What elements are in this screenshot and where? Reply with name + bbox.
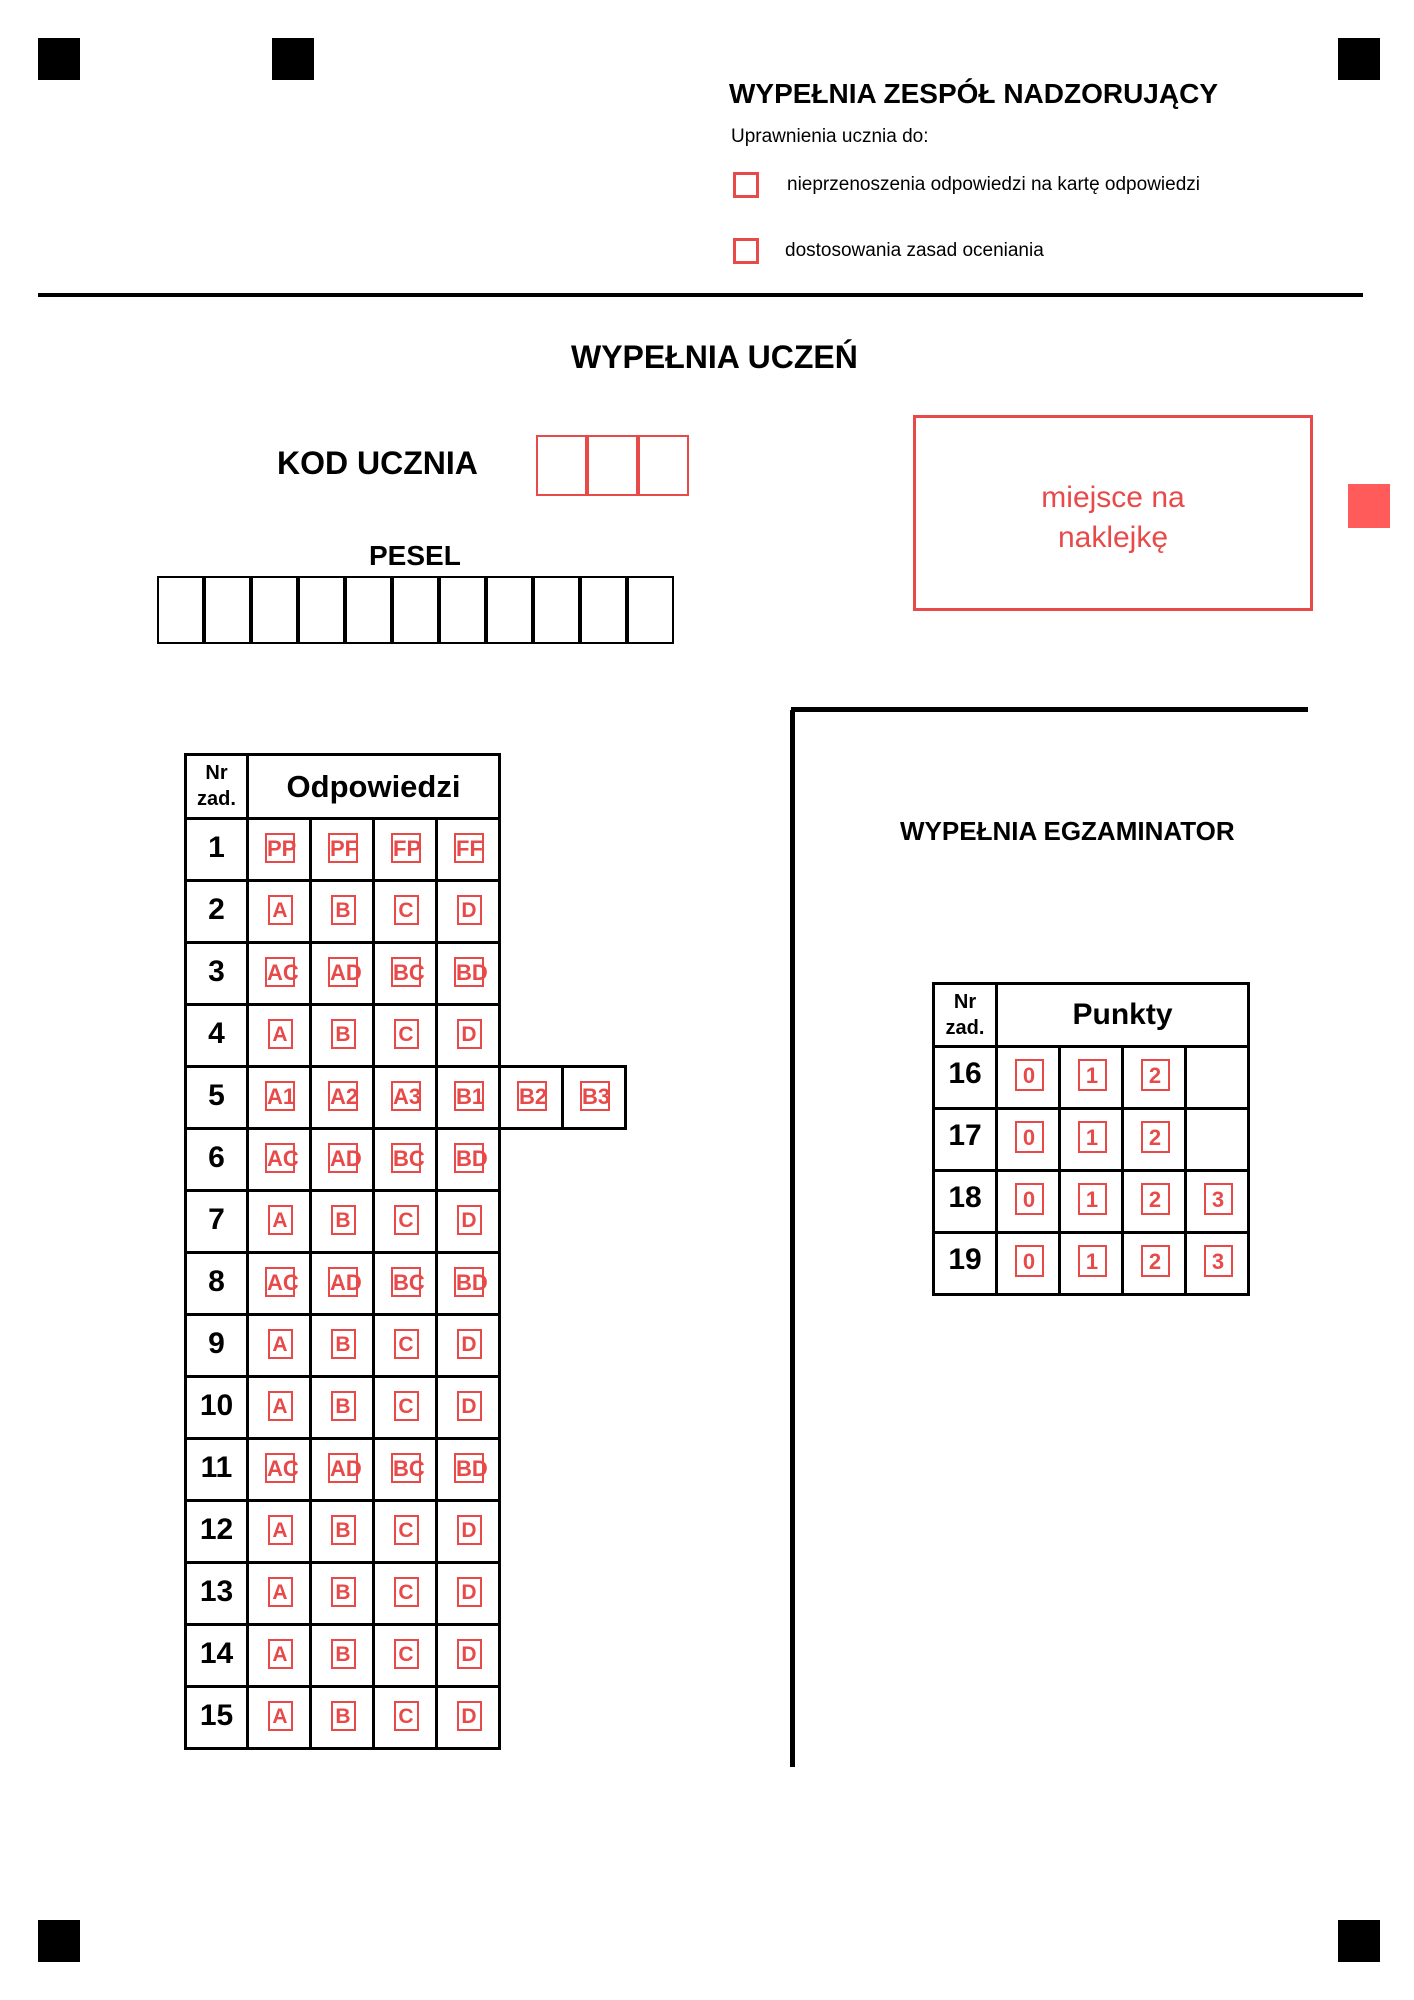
- answer-option-a[interactable]: A: [268, 1639, 293, 1669]
- answer-option-bc[interactable]: BC: [391, 1453, 421, 1483]
- points-row-number: 19: [948, 1243, 982, 1276]
- answer-row-number: 3: [208, 955, 225, 988]
- answer-option-fp[interactable]: FP: [391, 833, 421, 863]
- answer-row-number: 1: [208, 831, 225, 864]
- answer-option-bd[interactable]: BD: [454, 1267, 484, 1297]
- kod-ucznia-box[interactable]: [536, 435, 587, 496]
- registration-marker-bottom-right: [1338, 1920, 1380, 1962]
- points-option-1[interactable]: 1: [1078, 1183, 1107, 1215]
- points-option-1[interactable]: 1: [1078, 1245, 1107, 1277]
- pesel-digit-box[interactable]: [298, 576, 345, 644]
- answer-option-a1[interactable]: A1: [265, 1081, 295, 1111]
- answer-option-c[interactable]: C: [394, 1577, 419, 1607]
- answer-option-a[interactable]: A: [268, 1391, 293, 1421]
- answer-option-b[interactable]: B: [331, 1205, 356, 1235]
- answer-row-number: 7: [208, 1203, 225, 1236]
- examiner-title: WYPEŁNIA EGZAMINATOR: [900, 816, 1235, 846]
- sticker-text-line1: miejsce na: [1041, 481, 1185, 514]
- answer-row-nr: [184, 1065, 249, 1130]
- answers-header-nr-line2: zad.: [197, 788, 236, 810]
- answer-option-b[interactable]: B: [331, 1019, 356, 1049]
- answer-option-ad[interactable]: AD: [328, 1453, 358, 1483]
- points-row-number: 16: [948, 1057, 982, 1090]
- answer-option-d[interactable]: D: [457, 1577, 482, 1607]
- answer-option-a3[interactable]: A3: [391, 1081, 421, 1111]
- registration-marker-top-mid: [272, 38, 314, 80]
- checkbox-no-transfer[interactable]: [733, 172, 759, 198]
- answer-row-number: 14: [199, 1637, 234, 1670]
- answer-option-d[interactable]: D: [457, 1205, 482, 1235]
- points-option-2[interactable]: 2: [1141, 1059, 1170, 1091]
- answer-row-nr: [184, 1127, 249, 1192]
- points-option-2[interactable]: 2: [1141, 1121, 1170, 1153]
- answer-row-nr: [184, 1375, 249, 1440]
- answer-option-ad[interactable]: AD: [328, 957, 358, 987]
- answer-option-d[interactable]: D: [457, 1639, 482, 1669]
- points-row-nr: [932, 1231, 998, 1296]
- answer-option-b[interactable]: B: [331, 1329, 356, 1359]
- answer-option-c[interactable]: C: [394, 1515, 419, 1545]
- answer-option-ad[interactable]: AD: [328, 1143, 358, 1173]
- answer-row-number: 2: [208, 893, 225, 926]
- student-title: WYPEŁNIA UCZEŃ: [571, 339, 858, 375]
- pesel-digit-box[interactable]: [627, 576, 674, 644]
- answer-option-b[interactable]: B: [331, 1701, 356, 1731]
- answer-option-b1[interactable]: B1: [454, 1081, 484, 1111]
- answer-row-nr: [184, 1251, 249, 1316]
- points-option-2[interactable]: 2: [1141, 1183, 1170, 1215]
- answer-row-nr: [184, 1003, 249, 1068]
- answer-row-nr: [184, 1499, 249, 1564]
- answer-option-bc[interactable]: BC: [391, 1267, 421, 1297]
- points-cell: [1184, 1045, 1250, 1110]
- answer-option-a[interactable]: A: [268, 1515, 293, 1545]
- answer-option-d[interactable]: D: [457, 895, 482, 925]
- answer-option-d[interactable]: D: [457, 1329, 482, 1359]
- points-row-nr: [932, 1169, 998, 1234]
- answer-row-nr: [184, 1623, 249, 1688]
- points-row-number: 18: [948, 1181, 982, 1214]
- answers-header-title-text: Odpowiedzi: [286, 769, 461, 804]
- points-header-nr: [932, 982, 998, 1048]
- answer-option-d[interactable]: D: [457, 1019, 482, 1049]
- answer-option-b2[interactable]: B2: [517, 1081, 547, 1111]
- answer-option-b[interactable]: B: [331, 895, 356, 925]
- points-option-0[interactable]: 0: [1015, 1121, 1044, 1153]
- points-row-nr: [932, 1045, 998, 1110]
- answer-option-c[interactable]: C: [394, 1639, 419, 1669]
- examiner-frame-left: [790, 710, 795, 1767]
- answer-option-c[interactable]: C: [394, 1701, 419, 1731]
- answer-option-b[interactable]: B: [331, 1577, 356, 1607]
- answer-row-nr: [184, 817, 249, 882]
- pesel-digit-box[interactable]: [251, 576, 298, 644]
- side-tab-marker: [1348, 484, 1390, 528]
- answer-row-number: 4: [208, 1017, 225, 1050]
- answer-option-a[interactable]: A: [268, 895, 293, 925]
- answer-option-bd[interactable]: BD: [454, 1143, 484, 1173]
- answer-option-bd[interactable]: BD: [454, 1453, 484, 1483]
- answer-option-a[interactable]: A: [268, 1329, 293, 1359]
- answers-header-nr-line1: Nr: [205, 762, 228, 784]
- points-header-title-text: Punkty: [1072, 998, 1173, 1031]
- points-header-title: [995, 982, 1250, 1048]
- points-cell: [1184, 1107, 1250, 1172]
- kod-ucznia-box[interactable]: [587, 435, 638, 496]
- section-divider: [38, 293, 1363, 297]
- answer-option-c[interactable]: C: [394, 895, 419, 925]
- supervisor-subtitle: Uprawnienia ucznia do:: [731, 126, 929, 147]
- points-option-0[interactable]: 0: [1015, 1183, 1044, 1215]
- points-option-0[interactable]: 0: [1015, 1059, 1044, 1091]
- pesel-digit-box[interactable]: [439, 576, 486, 644]
- answer-option-c[interactable]: C: [394, 1019, 419, 1049]
- answer-row-number: 8: [208, 1265, 225, 1298]
- answer-row-number: 5: [208, 1079, 225, 1112]
- pesel-label: PESEL: [369, 540, 461, 571]
- answer-row-nr: [184, 879, 249, 944]
- answer-row-nr: [184, 1437, 249, 1502]
- answer-option-a[interactable]: A: [268, 1205, 293, 1235]
- answer-row-nr: [184, 941, 249, 1006]
- answer-option-ff[interactable]: FF: [454, 833, 484, 863]
- pesel-digit-box[interactable]: [204, 576, 251, 644]
- pesel-digit-box[interactable]: [157, 576, 204, 644]
- answer-row-number: 10: [199, 1389, 234, 1422]
- answer-option-ac[interactable]: AC: [265, 957, 295, 987]
- points-option-2[interactable]: 2: [1141, 1245, 1170, 1277]
- answer-option-bd[interactable]: BD: [454, 957, 484, 987]
- points-row-nr: [932, 1107, 998, 1172]
- answer-row-nr: [184, 1189, 249, 1254]
- registration-marker-bottom-left: [38, 1920, 80, 1962]
- points-row-number: 17: [948, 1119, 982, 1152]
- pesel-digit-box[interactable]: [486, 576, 533, 644]
- points-option-0[interactable]: 0: [1015, 1245, 1044, 1277]
- answer-option-a2[interactable]: A2: [328, 1081, 358, 1111]
- pesel-digit-box[interactable]: [533, 576, 580, 644]
- registration-marker-top-right: [1338, 38, 1380, 80]
- answer-option-pf[interactable]: PF: [328, 833, 358, 863]
- answer-row-number: 15: [199, 1699, 234, 1732]
- sticker-area: [913, 415, 1313, 611]
- examiner-frame-top: [791, 707, 1308, 712]
- answer-option-a[interactable]: A: [268, 1577, 293, 1607]
- kod-ucznia-label: KOD UCZNIA: [277, 445, 478, 481]
- answer-option-a[interactable]: A: [268, 1019, 293, 1049]
- answer-option-pp[interactable]: PP: [265, 833, 295, 863]
- answer-option-a[interactable]: A: [268, 1701, 293, 1731]
- answer-option-d[interactable]: D: [457, 1701, 482, 1731]
- answer-row-nr: [184, 1561, 249, 1626]
- answer-option-ad[interactable]: AD: [328, 1267, 358, 1297]
- answer-option-d[interactable]: D: [457, 1515, 482, 1545]
- pesel-digit-box[interactable]: [580, 576, 627, 644]
- answer-row-number: 12: [199, 1513, 234, 1546]
- sticker-text-line2: naklejkę: [1057, 521, 1169, 554]
- answer-option-b[interactable]: B: [331, 1639, 356, 1669]
- points-option-1[interactable]: 1: [1078, 1059, 1107, 1091]
- answer-row-number: 13: [199, 1575, 234, 1608]
- supervisor-title: WYPEŁNIA ZESPÓŁ NADZORUJĄCY: [729, 78, 1218, 109]
- answer-option-ac[interactable]: AC: [265, 1453, 295, 1483]
- answer-option-b[interactable]: B: [331, 1391, 356, 1421]
- answer-option-ac[interactable]: AC: [265, 1267, 295, 1297]
- answer-option-c[interactable]: C: [394, 1205, 419, 1235]
- registration-marker-top-left: [38, 38, 80, 80]
- answer-option-c[interactable]: C: [394, 1391, 419, 1421]
- kod-ucznia-box[interactable]: [638, 435, 689, 496]
- points-option-3[interactable]: 3: [1204, 1183, 1233, 1215]
- pesel-digit-box[interactable]: [345, 576, 392, 644]
- answers-header-nr: [184, 753, 249, 820]
- pesel-digit-box[interactable]: [392, 576, 439, 644]
- answer-option-c[interactable]: C: [394, 1329, 419, 1359]
- points-header-nr-line2: zad.: [945, 1017, 985, 1039]
- answer-row-number: 9: [208, 1327, 225, 1360]
- answer-option-b3[interactable]: B3: [580, 1081, 610, 1111]
- answer-row-nr: [184, 1685, 249, 1750]
- answer-option-bc[interactable]: BC: [391, 957, 421, 987]
- points-option-1[interactable]: 1: [1078, 1121, 1107, 1153]
- checkbox-adjusted-grading[interactable]: [733, 238, 759, 264]
- answer-row-nr: [184, 1313, 249, 1378]
- answer-row-number: 11: [200, 1451, 233, 1484]
- sticker-text: [916, 478, 1310, 558]
- answer-option-b[interactable]: B: [331, 1515, 356, 1545]
- answer-option-bc[interactable]: BC: [391, 1143, 421, 1173]
- answer-option-ac[interactable]: AC: [265, 1143, 295, 1173]
- answer-option-d[interactable]: D: [457, 1391, 482, 1421]
- answer-row-number: 6: [208, 1141, 225, 1174]
- points-option-3[interactable]: 3: [1204, 1245, 1233, 1277]
- answers-header-title: [246, 753, 501, 820]
- checkbox-no-transfer-label: nieprzenoszenia odpowiedzi na kartę odpowiedzi: [787, 174, 1200, 195]
- points-header-nr-line1: Nr: [953, 991, 977, 1013]
- checkbox-adjusted-grading-label: dostosowania zasad oceniania: [785, 240, 1044, 261]
